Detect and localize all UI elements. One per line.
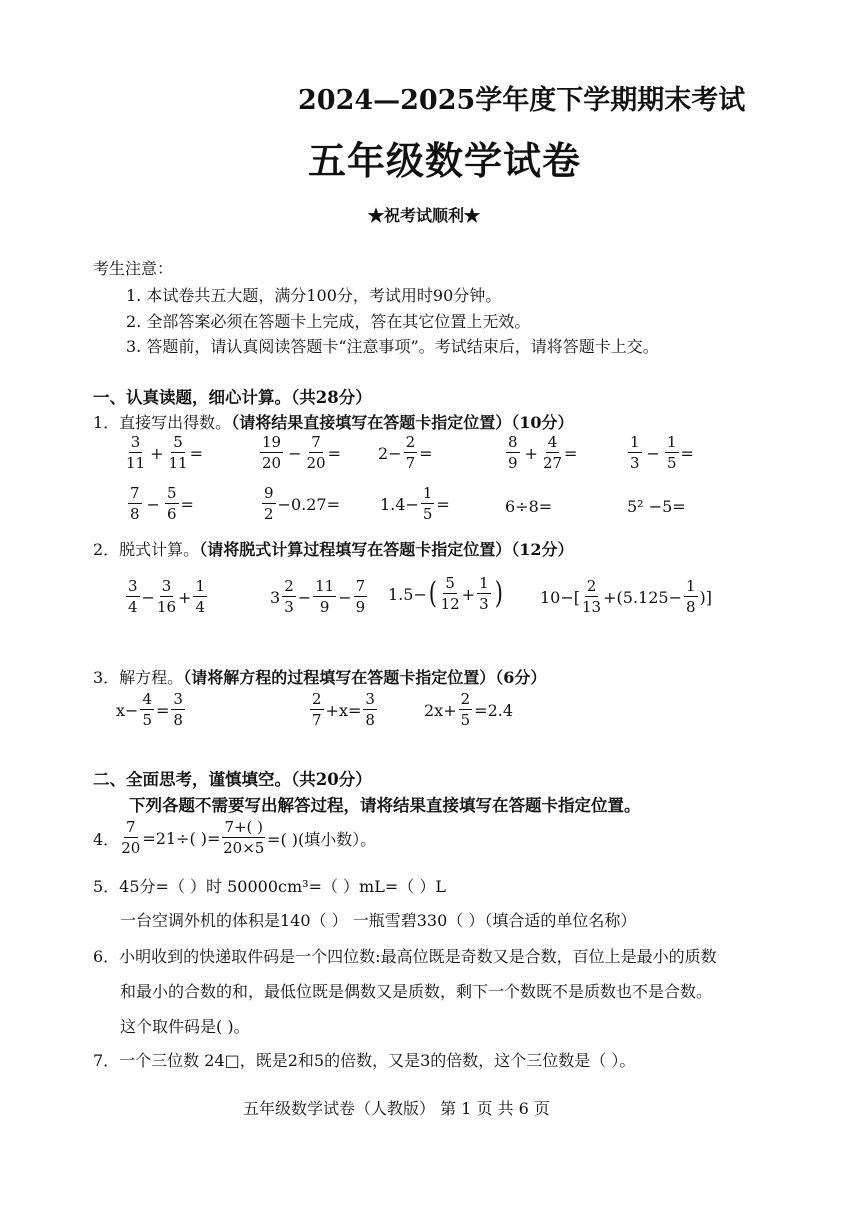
q1-item-d: $\frac{8}{9}$ + $\frac{4}{27}$ = [508, 433, 578, 472]
paper-title: 五年级数学试卷 [308, 138, 582, 183]
q1-item-h: 1.4− $\frac{1}{5}$ = [380, 484, 450, 523]
q5-line1: 5．45分=（ ）时 50000cm³=（ ）mL=（ ）L [93, 877, 446, 896]
q7: 7．一个三位数 24□，既是2和5的倍数，又是3的倍数，这个三位数是（ ）。 [93, 1051, 636, 1070]
q2-item-d: 10−[ $\frac{2}{13}$ +(5.125− $\frac{1}{8}$ )] [540, 577, 712, 616]
q1-item-a: $\frac{3}{11}$ + $\frac{5}{11}$ = [126, 433, 203, 472]
notice-item: 3. 答题前，请认真阅读答题卡“注意事项”。考试结束后，请将答题卡上交。 [126, 337, 659, 356]
q1-item-b: $\frac{19}{20}$ − $\frac{7}{20}$ = [262, 433, 341, 472]
q2-item-b: 3 $\frac{2}{3}$ − $\frac{11}{9}$ − $\frac{7}{9}$ [270, 577, 366, 616]
notice-title: 考生注意： [93, 259, 174, 278]
q2-item-a: $\frac{3}{4}$ − $\frac{3}{16}$ + $\frac{1}{4}$ [128, 577, 205, 616]
wish-text: ★祝考试顺利★ [368, 206, 481, 225]
q4: 4． $\frac{7}{20}$ =21÷( )= $\frac{7+( )}{20\times 5}$ =( )(填小数）。 [93, 818, 377, 857]
exam-title: 2024—2025学年度下学期期末考试 [298, 85, 746, 116]
q3-item-b: $\frac{2}{7}$ +x= $\frac{3}{8}$ [312, 690, 375, 729]
q1-item-c: 2− $\frac{2}{7}$ = [378, 433, 433, 472]
q1-heading: 1．直接写出得数。（请将结果直接填写在答题卡指定位置）（10分） [93, 413, 574, 432]
notice-item: 1. 本试卷共五大题，满分100分，考试用时90分钟。 [126, 286, 502, 305]
q6-line3: 这个取件码是( )。 [120, 1017, 250, 1036]
q2-item-c: 1.5− ( $\frac{5}{12}$ + $\frac{1}{3}$ ) [388, 574, 503, 613]
page-footer: 五年级数学试卷（人教版） 第 1 页 共 6 页 [243, 1099, 550, 1118]
q3-heading: 3．解方程。（请将解方程的过程填写在答题卡指定位置）（6分） [93, 668, 547, 687]
q1-item-e: $\frac{1}{3}$ − $\frac{1}{5}$ = [630, 433, 694, 472]
q1-item-f: $\frac{7}{8}$ − $\frac{5}{6}$ = [130, 484, 194, 523]
section2-instruction: 下列各题不需要写出解答过程，请将结果直接填写在答题卡指定位置。 [129, 796, 641, 815]
notice-item: 2. 全部答案必须在答题卡上完成，答在其它位置上无效。 [126, 312, 531, 331]
q1-item-i: 6÷8= [505, 497, 553, 516]
q1-item-g: $\frac{9}{2}$ −0.27= [264, 484, 340, 523]
q3-item-c: 2x+ $\frac{2}{5}$ =2.4 [424, 690, 514, 729]
section2-title: 二、全面思考，谨慎填空。（共20分） [93, 770, 372, 789]
q3-item-a: x− $\frac{4}{5}$ = $\frac{3}{8}$ [116, 690, 183, 729]
q2-heading: 2．脱式计算。（请将脱式计算过程填写在答题卡指定位置）（12分） [93, 540, 574, 559]
q1-item-j: 5² −5= [627, 497, 686, 516]
q6-line2: 和最小的合数的和，最低位既是偶数又是质数，剩下一个数既不是质数也不是合数。 [120, 982, 713, 1001]
q5-line2: 一台空调外机的体积是140（ ） 一瓶雪碧330（ ）（填合适的单位名称） [120, 911, 637, 930]
section1-title: 一、认真读题，细心计算。（共28分） [93, 388, 372, 407]
q6-line1: 6．小明收到的快递取件码是一个四位数:最高位既是奇数又是合数，百位上是最小的质数 [93, 947, 717, 966]
